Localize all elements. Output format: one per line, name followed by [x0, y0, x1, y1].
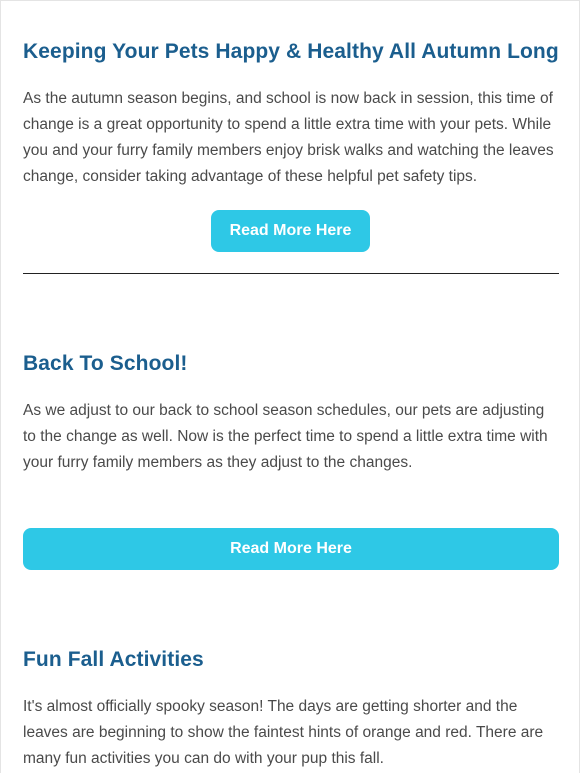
article-fun-fall-activities: [23, 647, 559, 772]
article-autumn: [23, 39, 559, 190]
article-title: Keeping Your Pets Happy & Healthy All Autumn Long: [23, 40, 559, 63]
read-more-button[interactable]: Read More Here: [211, 210, 370, 252]
article-title: Fun Fall Activities: [23, 648, 204, 671]
section-divider: [23, 273, 559, 274]
read-more-button[interactable]: Read More Here: [23, 528, 559, 570]
article-back-to-school: [23, 351, 559, 476]
article-body: As the autumn season begins, and school is now back in session, this time of change is a great opportunity to spend a little extra time with your pets. While you and your furry family members enjoy brisk walks and watching the leaves change, consider taking advantage of these helpful pet safety tips.: [23, 90, 554, 185]
article-body: As we adjust to our back to school season schedules, our pets are adjusting to the change as well. Now is the perfect time to spend a little extra time with your furry family members as they adjust to the changes.: [23, 402, 548, 471]
article-body: It's almost officially spooky season! The days are getting shorter and the leaves are beginning to show the faintest hints of orange and red. There are many fun activities you can do with your pup this fall.: [23, 698, 544, 767]
article-title: Back To School!: [23, 352, 188, 375]
